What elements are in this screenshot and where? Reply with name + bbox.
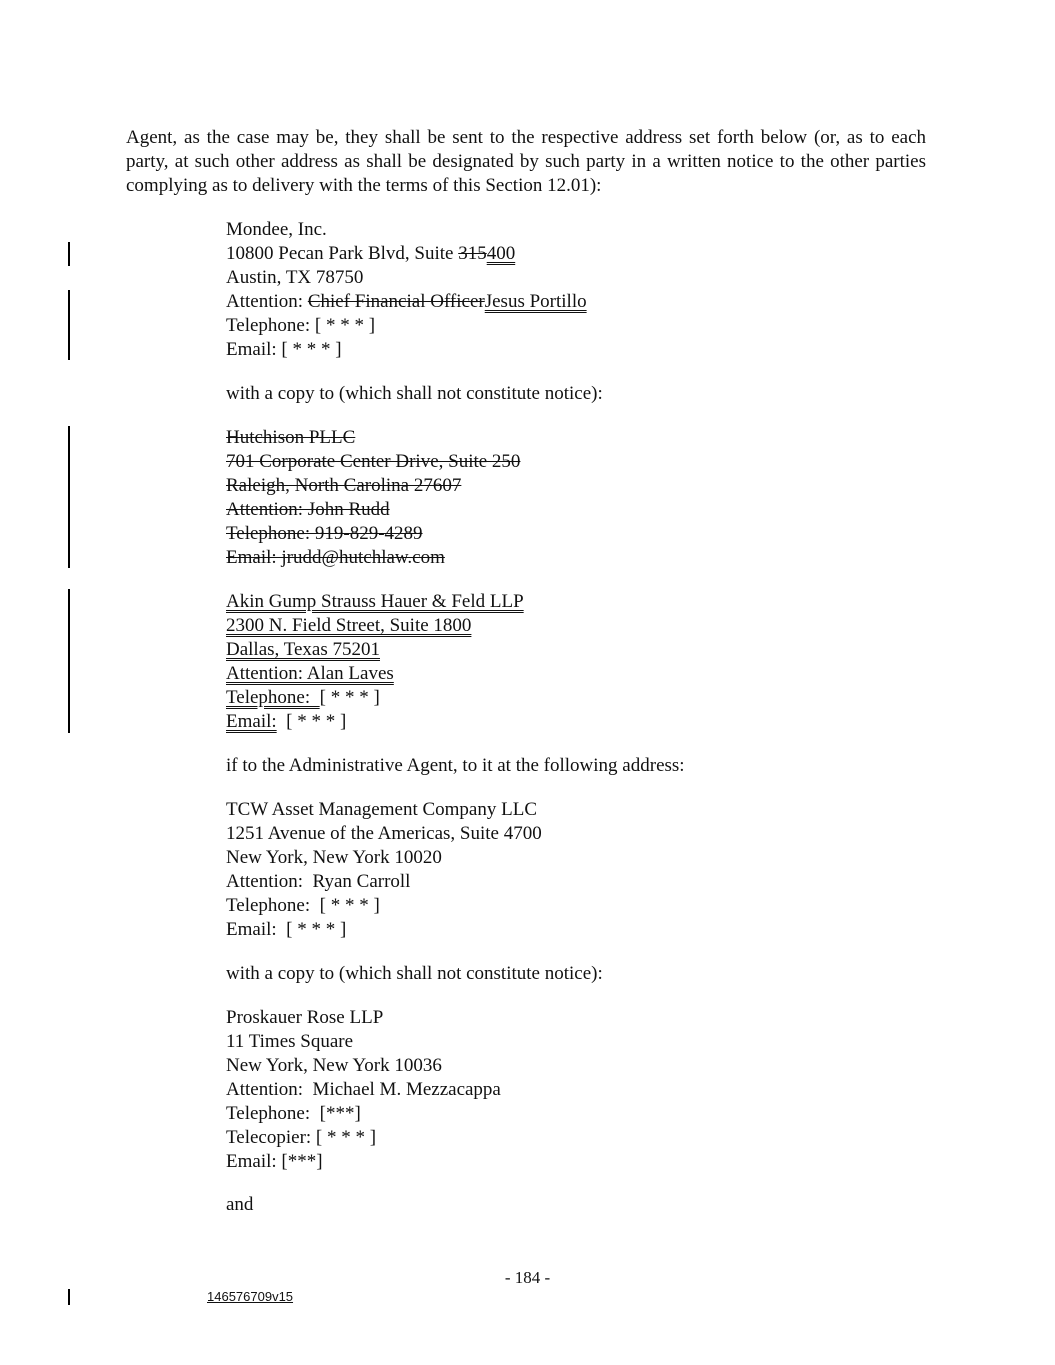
proskauer-telecopier: Telecopier: [ * * * ] [226,1127,377,1148]
proskauer-city: New York, New York 10036 [226,1055,442,1076]
tcw-name: TCW Asset Management Company LLC [226,799,537,820]
tcw-attention: Attention: Ryan Carroll [226,871,411,892]
akin-email: Email: [ * * * ] [226,711,347,732]
tcw-address-block [226,798,542,942]
akin-name: Akin Gump Strauss Hauer & Feld LLP [226,591,524,612]
hutchison-deleted-block [226,426,520,570]
change-bar [68,426,70,568]
change-bar [68,589,70,733]
tcw-address: 1251 Avenue of the Americas, Suite 4700 [226,823,542,844]
akin-attention: Attention: Alan Laves [226,663,394,684]
change-bar [68,242,70,266]
closing-word: and [226,1194,254,1215]
copy-note-2: with a copy to (which shall not constitute notice): [226,963,603,984]
mondee-city: Austin, TX 78750 [226,267,364,288]
inserted-text: Jesus Portillo [484,291,587,312]
proskauer-attention: Attention: Michael M. Mezzacappa [226,1079,501,1100]
change-bar [68,1289,70,1305]
hutchison-city: Raleigh, North Carolina 27607 [226,475,462,496]
proskauer-address: 11 Times Square [226,1031,354,1052]
proskauer-telephone: Telephone: [***] [226,1103,361,1124]
tcw-city: New York, New York 10020 [226,847,442,868]
proskauer-email: Email: [***] [226,1151,323,1172]
hutchison-name: Hutchison PLLC [226,427,356,448]
hutchison-email: Email: jrudd@hutchlaw.com [226,547,445,568]
hutchison-address: 701 Corporate Center Drive, Suite 250 [226,451,521,472]
mondee-attention: Attention: Chief Financial OfficerJesus Portillo [226,291,587,312]
document-id: 146576709v15 [207,1289,294,1304]
tcw-telephone: Telephone: [ * * * ] [226,895,380,916]
page-number: - 184 - [504,1268,551,1287]
hutchison-attention: Attention: John Rudd [226,499,390,520]
tcw-email: Email: [ * * * ] [226,919,347,940]
mondee-address: 10800 Pecan Park Blvd, Suite 315400 [226,243,516,264]
mondee-email: Email: [ * * * ] [226,339,342,360]
mondee-telephone: Telephone: [ * * * ] [226,315,376,336]
proskauer-address-block [226,1006,501,1174]
akin-inserted-block [226,590,524,734]
deleted-text: Chief Financial Officer [307,291,485,312]
copy-note-1: with a copy to (which shall not constitute notice): [226,383,603,404]
mondee-name: Mondee, Inc. [226,219,327,240]
intro-paragraph: Agent, as the case may be, they shall be sent to the respective address set forth below (or, as to each party, at such other address as shall be designated by such party in a written notice to the other parties complying as to delivery with the terms of this Section 12.01): [126,127,926,196]
akin-city: Dallas, Texas 75201 [226,639,380,660]
hutchison-telephone: Telephone: 919-829-4289 [226,523,423,544]
proskauer-name: Proskauer Rose LLP [226,1007,384,1028]
akin-address: 2300 N. Field Street, Suite 1800 [226,615,472,636]
change-bar [68,290,70,360]
admin-agent-intro: if to the Administrative Agent, to it at the following address: [226,755,685,776]
akin-telephone: Telephone: [ * * * ] [226,687,380,708]
deleted-text: 315 [458,243,487,264]
mondee-address-block [226,218,587,362]
inserted-text: 400 [486,243,516,264]
